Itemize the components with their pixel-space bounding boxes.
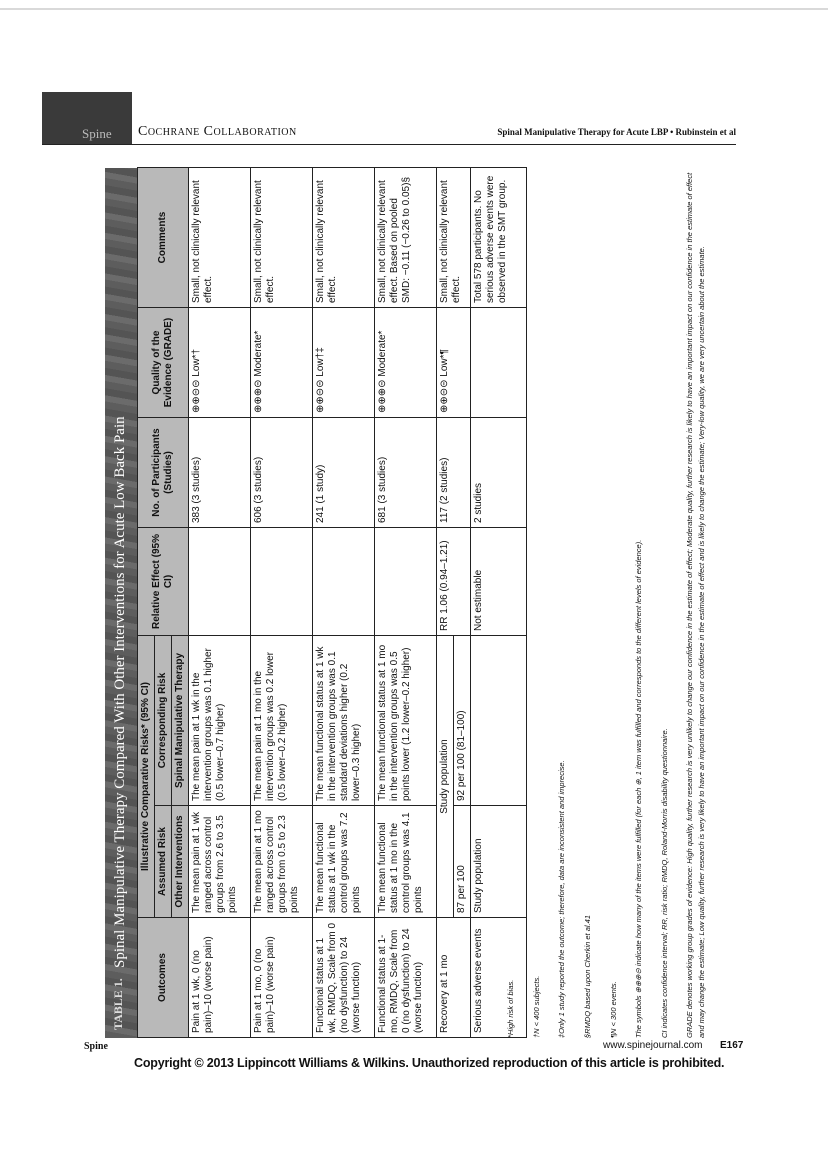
footnote: ‡Only 1 study reported the outcome; therefore, data are inconsistent and imprecise. [557,760,567,1038]
cell-quality: ⊕⊕⊕⊝ Moderate* [375,308,437,418]
running-head: Spinal Manipulative Therapy for Acute LBP • Rubinstein et al [497,127,736,137]
cell-study-population: Study population [437,636,454,918]
cell-outcome: Serious adverse events [471,918,527,1038]
cell-quality: ⊕⊕⊝⊝ Low*¶ [437,308,471,418]
footnote: CI indicates confidence interval; RR, risk ratio; RMDQ, Roland-Morris disability questionnaire. [659,728,669,1038]
cell-relative: Not estimable [471,528,527,636]
table-title: Spinal Manipulative Therapy Compared With Other Interventions for Acute Low Back Pain [112,416,128,968]
cell-participants: 383 (3 studies) [189,418,251,528]
cell-quality: ⊕⊕⊝⊝ Low*† [189,308,251,418]
cell-outcome: Functional status at 1 wk, RMDQ, Scale from 0 (no dysfunction) to 24 (worse function) [313,918,375,1038]
header-outcomes: Outcomes [138,918,189,1038]
footnote: *High risk of bias. [506,979,515,1038]
header-illustrative: Illustrative Comparative Risks* (95% CI) [138,636,155,918]
cell-participants: 606 (3 studies) [251,418,313,528]
header-participants: No. of Participants (Studies) [138,418,189,528]
cell-relative [189,528,251,636]
header-rule [42,144,736,145]
cell-comments: Small, not clinically relevant effect. [313,168,375,308]
section-header: Cochrane Collaboration [138,124,297,139]
cell-other: The mean pain at 1 mo ranged across control groups from 0.5 to 2.3 points [251,806,313,918]
cell-outcome: Pain at 1 wk, 0 (no pain)–10 (worse pain) [189,918,251,1038]
cell-other: The mean functional status at 1 mo in the control groups was 4.1 points [375,806,437,918]
cell-quality: ⊕⊕⊕⊝ Moderate* [251,308,313,418]
table-row [375,168,437,1038]
cell-participants: 241 (1 study) [313,418,375,528]
header-assumed: Assumed Risk [155,806,172,918]
page-number: E167 [720,1040,744,1051]
cell-relative [313,528,375,636]
cell-participants: 681 (3 studies) [375,418,437,528]
cell-outcome: Functional status at 1-mo, RMDQ, Scale from 0 (no dysfunction) to 24 (worse function) [375,918,437,1038]
cell-other: The mean functional status at 1 wk in the control groups was 7.2 points [313,806,375,918]
cell-comments: Small, not clinically relevant effect. [189,168,251,308]
journal-logo-text: Spine [82,126,112,141]
header-quality: Quality of the Evidence (GRADE) [138,308,189,418]
copyright-notice: Copyright © 2013 Lippincott Williams & Wilkins. Unauthorized reproduction of this article is prohibited. [134,1056,725,1070]
cell-comments: Total 578 participants. No serious adverse events were observed in the SMT group. [471,168,527,308]
cell-smt: The mean pain at 1 wk in the intervention groups was 0.1 higher (0.5 lower–0.7 higher) [189,636,251,806]
top-rule [0,8,828,10]
cell-outcome: Pain at 1 mo, 0 (no pain)–10 (worse pain) [251,918,313,1038]
cell-participants: 2 studies [471,418,527,528]
table-label: TABLE 1. [111,978,125,1030]
cell-other: Study population [471,806,527,918]
table-row [189,168,251,1038]
footnote: The symbols ⊕⊕⊕⊝ indicate how many of the items were fulfilled (for each ⊕, 1 item was fulfilled and corresponds to the different levels of evidence). [634,539,644,1038]
evidence-table [137,167,527,1038]
header-corresponding: Corresponding Risk [155,636,172,806]
cell-outcome: Recovery at 1 mo [437,918,471,1038]
footnote: ¶N < 300 events. [608,981,618,1038]
cell-other: The mean pain at 1 wk ranged across control groups from 2.6 to 3.5 points [189,806,251,918]
header-smt: Spinal Manipulative Therapy [172,636,189,806]
header-other: Other Interventions [172,806,189,918]
table-row [437,168,454,1038]
cell-smt: The mean functional status at 1 mo in the intervention groups was 0.5 points lower (1.2 lower–0.2 higher) [375,636,437,806]
cell-comments: Small, not clinically relevant effect. [437,168,471,308]
table-footnotes [505,168,722,1038]
cell-relative: RR 1.06 (0.94–1.21) [437,528,471,636]
footnote: †N < 400 subjects. [531,975,541,1038]
header-comments: Comments [138,168,189,308]
journal-logo [42,92,132,144]
footer-journal-name: Spine [84,1041,108,1052]
cell-smt: The mean functional status at 1 wk in the intervention groups was 0.1 standard deviations higher (0.2 lower–0.3 higher) [313,636,375,806]
cell-comments: Small, not clinically relevant effect. Based on pooled SMD: −0.11 (−0.26 to 0.05)§ [375,168,437,308]
cell-smt: 92 per 100 (81–100) [454,636,471,806]
cell-comments: Small, not clinically relevant effect. [251,168,313,308]
cell-participants: 117 (2 studies) [437,418,471,528]
cell-relative [375,528,437,636]
table-row [313,168,375,1038]
cell-smt: The mean pain at 1 mo in the intervention groups was 0.2 lower (0.5 lower–0.2 higher) [251,636,313,806]
table-banner [105,168,137,1038]
journal-url: www.spinejournal.com [603,1040,703,1051]
cell-quality: ⊕⊕⊝⊝ Low†‡ [313,308,375,418]
table-row [251,168,313,1038]
footnote: §RMDQ based upon Cherkin et al.41 [582,915,592,1038]
rotated-table-area [105,168,745,1038]
cell-relative [251,528,313,636]
header-relative: Relative Effect (95% CI) [138,528,189,636]
footnote: GRADE denotes working group grades of evidence: High quality, further research is very unlikely to change our confidence in the estimate of effect; Moderate quality, further research is likely to have an important impact on our confidence in the estimate of effect and may change the estimate; Low quality, further research is very likely to have an important impact on our confidence in the estimate of effect and is likely to change the estimate; Very-low quality, we are very uncertain about the estimate. [685,172,706,1038]
cell-other: 87 per 100 [454,806,471,918]
